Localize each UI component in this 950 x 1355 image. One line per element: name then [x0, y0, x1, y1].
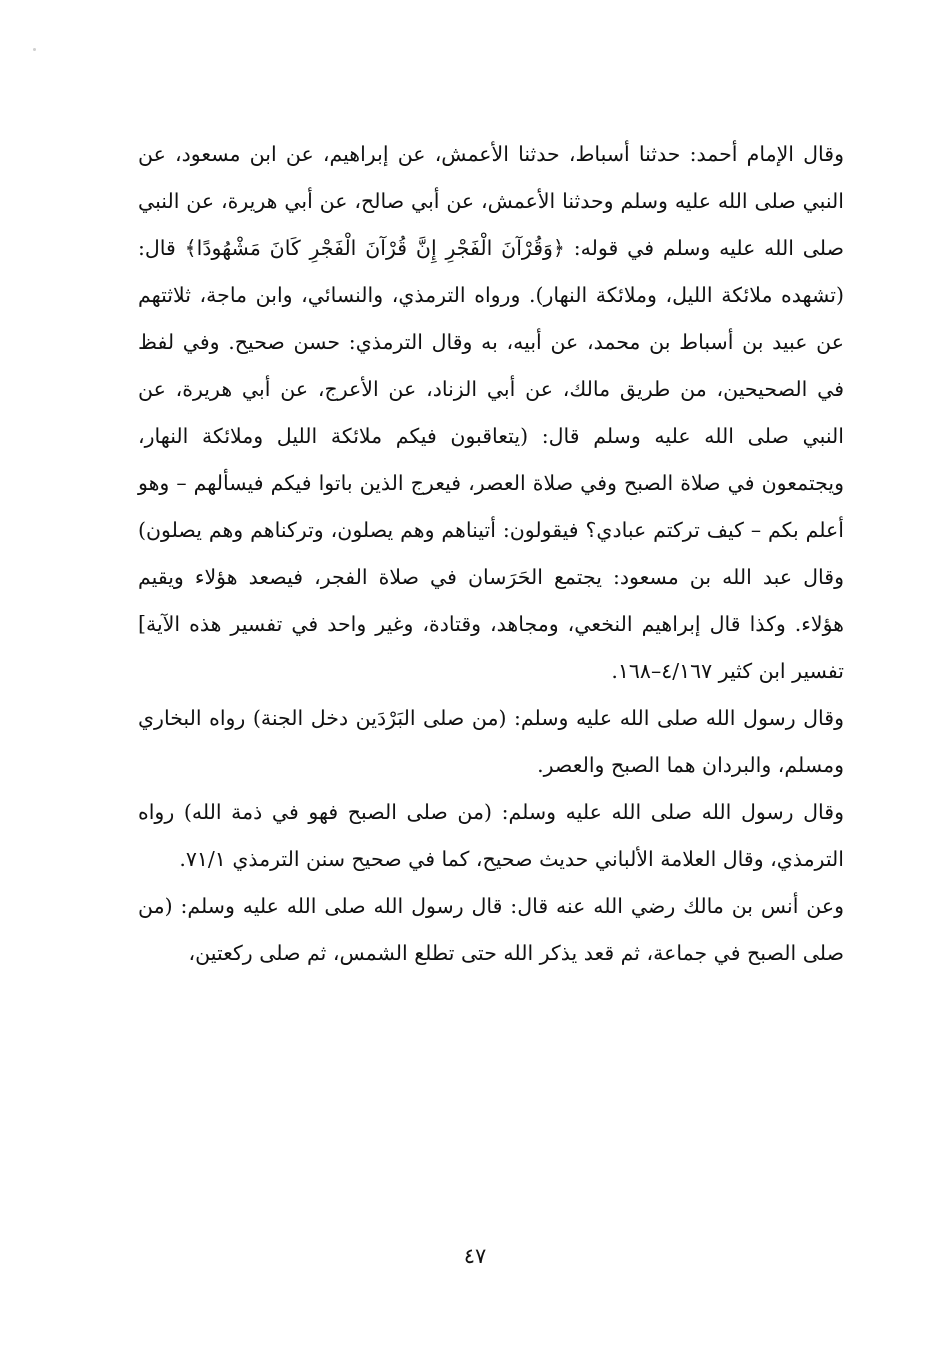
scan-dot — [33, 48, 36, 51]
paragraph-bardain-hadith: وقال رسول الله صلى الله عليه وسلم: (من صلى البَرْدَين دخل الجنة) رواه البخاري ومسلم، والبردان هما الصبح والعصر. — [138, 706, 844, 777]
paragraph-tafsir-quote: وقال الإمام أحمد: حدثنا أسباط، حدثنا الأعمش، عن إبراهيم، عن ابن مسعود، عن النبي صلى الله عليه وسلم وحدثنا الأعمش، عن أبي صالح، عن أبي هريرة، عن النبي صلى الله عليه وسلم في قوله: ﴿وَقُرْآنَ الْفَجْرِ إِنَّ قُرْآنَ الْفَجْرِ كَانَ مَشْهُودًا﴾ قال: (تشهده ملائكة الليل، وملائكة النهار). ورواه الترمذي، والنسائي، وابن ماجة، ثلاثتهم عن عبيد بن أسباط بن محمد، عن أبيه، به وقال الترمذي: حسن صحيح. وفي لفظ في الصحيحين، من طريق مالك، عن أبي الزناد، عن الأعرج، عن أبي هريرة، عن النبي صلى الله عليه وسلم قال: (يتعاقبون فيكم ملائكة الليل وملائكة النهار، ويجتمعون في صلاة الصبح وفي صلاة العصر، فيعرج الذين باتوا فيكم فيسألهم – وهو أعلم بكم – كيف تركتم عبادي؟ فيقولون: أتيناهم وهم يصلون، وتركناهم وهم يصلون) وقال عبد الله بن مسعود: يجتمع الحَرَسان في صلاة الفجر، فيصعد هؤلاء ويقيم هؤلاء. وكذا قال إبراهيم النخعي، ومجاهد، وقتادة، وغير واحد في تفسير هذه الآية] تفسير ابن كثير ٤/١٦٧–١٦٨. — [138, 142, 844, 683]
paragraph-dhimmat-allah-hadith: وقال رسول الله صلى الله عليه وسلم: (من صلى الصبح فهو في ذمة الله) رواه الترمذي، وقال العلامة الألباني حديث صحيح، كما في صحيح سنن الترمذي ٧١/١. — [138, 800, 844, 871]
body-text — [138, 131, 844, 977]
paragraph-anas-hadith: وعن أنس بن مالك رضي الله عنه قال: قال رسول الله صلى الله عليه وسلم: (من صلى الصبح في جماعة، ثم قعد يذكر الله حتى تطلع الشمس، ثم صلى ركعتين، — [138, 894, 844, 965]
page-number: ٤٧ — [463, 1244, 487, 1268]
